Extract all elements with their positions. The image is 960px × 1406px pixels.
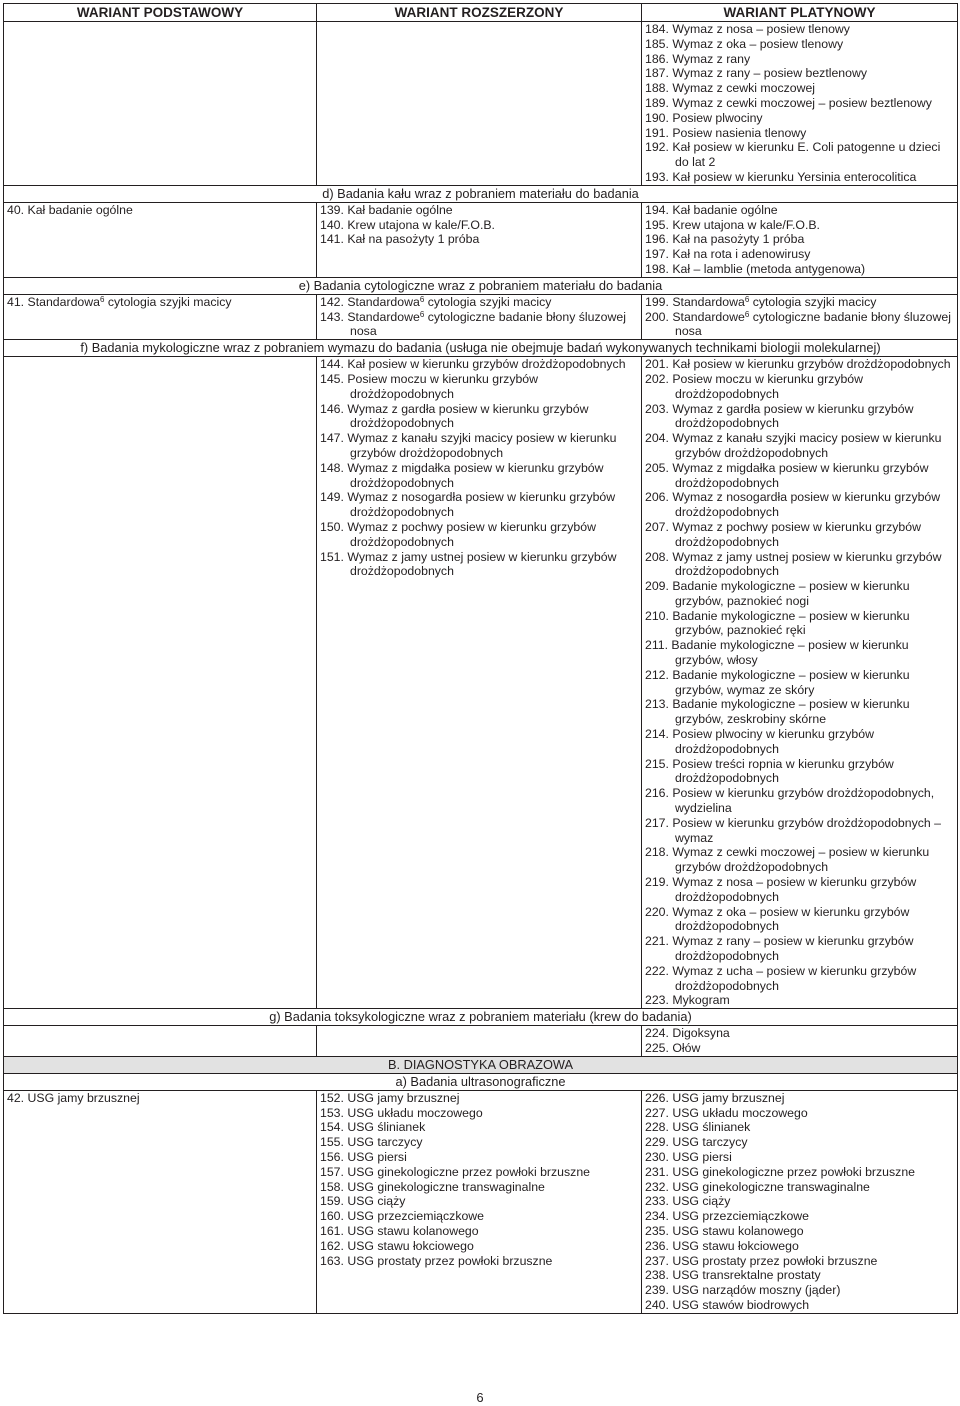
list-item: 149. Wymaz z nosogardła posiew w kierunku grzybów drożdżopodobnych — [320, 490, 616, 520]
list-item: 197. Kał na rota i adenowirusy — [645, 247, 811, 262]
item-text: cytologiczne badanie błony śluzowej nosa — [675, 309, 951, 339]
list-item: 157. USG ginekologiczne przez powłoki brzuszne — [320, 1164, 590, 1179]
services-table — [3, 3, 958, 1314]
list-item: 209. Badanie mykologiczne – posiew w kierunku grzybów, paznokieć nogi — [645, 579, 910, 608]
item-text: cytologia szyjki macicy — [424, 294, 552, 309]
section-f-row — [4, 340, 958, 357]
footnote-marker: 6 — [419, 294, 425, 304]
list-item: 141. Kał na pasożyty 1 próba — [320, 232, 480, 247]
list-item: 139. Kał badanie ogólne — [320, 202, 453, 217]
g-extended-cell — [317, 1026, 642, 1057]
list-item: 187. Wymaz z rany – posiew beztlenowy — [645, 66, 868, 81]
top-basic-cell — [4, 22, 317, 186]
list-item: 239. USG narządów moszny (jąder) — [645, 1283, 841, 1298]
section-b-row — [4, 1056, 958, 1073]
list-item — [320, 310, 638, 340]
list-item: 154. USG ślinianek — [320, 1120, 426, 1135]
top-platinum-cell — [642, 22, 958, 186]
section-a-heading: a) Badania ultrasonograficzne — [4, 1073, 958, 1090]
list-item: 231. USG ginekologiczne przez powłoki brzuszne — [645, 1164, 915, 1179]
list-item: 211. Badanie mykologiczne – posiew w kierunku grzybów, włosy — [645, 638, 909, 668]
list-item — [320, 295, 638, 310]
list-item: 158. USG ginekologiczne transwaginalne — [320, 1179, 545, 1194]
top-extended-cell — [317, 22, 642, 186]
list-item: 217. Posiew w kierunku grzybów drożdżopodobnych – wymaz — [645, 815, 941, 845]
list-item: 162. USG stawu łokciowego — [320, 1238, 474, 1253]
list-item: 238. USG transrektalne prostaty — [645, 1268, 821, 1283]
list-item: 146. Wymaz z gardła posiew w kierunku grzybów drożdżopodobnych — [320, 401, 589, 431]
item-text: cytologia szyjki macicy — [749, 294, 877, 309]
item-text: 200. Standardowe — [645, 309, 745, 324]
list-item: 214. Posiew plwociny w kierunku grzybów drożdżopodobnych — [645, 727, 874, 756]
list-item: 221. Wymaz z rany – posiew w kierunku grzybów drożdżopodobnych — [645, 934, 914, 964]
list-item: 208. Wymaz z jamy ustnej posiew w kierunku grzybów drożdżopodobnych — [645, 549, 942, 579]
section-g-heading: g) Badania toksykologiczne wraz z pobraniem materiału (krew do badania) — [4, 1009, 958, 1026]
e-basic-cell — [4, 294, 317, 339]
footnote-marker: 6 — [744, 309, 750, 319]
list-item: 227. USG układu moczowego — [645, 1105, 808, 1120]
list-item: 150. Wymaz z pochwy posiew w kierunku grzybów drożdżopodobnych — [320, 519, 596, 549]
list-item: 185. Wymaz z oka – posiew tlenowy — [645, 36, 844, 51]
f-basic-cell — [4, 357, 317, 1009]
list-item: 202. Posiew moczu w kierunku grzybów drożdżopodobnych — [645, 371, 864, 401]
list-item: 226. USG jamy brzusznej — [645, 1090, 785, 1105]
list-item: 216. Posiew w kierunku grzybów drożdżopodobnych, wydzielina — [645, 786, 935, 816]
list-item: 225. Ołów — [645, 1041, 701, 1055]
top-continuation-row — [4, 22, 958, 186]
list-item: 218. Wymaz z cewki moczowej – posiew w kierunku grzybów drożdżopodobnych — [645, 845, 930, 875]
list-item: 193. Kał posiew w kierunku Yersinia enterocolitica — [645, 169, 917, 184]
list-item — [645, 310, 954, 340]
usg-extended-cell — [317, 1090, 642, 1313]
section-f-heading: f) Badania mykologiczne wraz z pobraniem wymazu do badania (usługa nie obejmuje badań wykonywanych technikami biologii molekularnej) — [4, 340, 958, 357]
list-item: 42. USG jamy brzusznej — [7, 1090, 140, 1105]
list-item: 206. Wymaz z nosogardła posiew w kierunku grzybów drożdżopodobnych — [645, 490, 941, 520]
section-a-row — [4, 1073, 958, 1090]
item-text: cytologia szyjki macicy — [104, 294, 232, 309]
g-items-row — [4, 1026, 958, 1057]
usg-platinum-cell — [642, 1090, 958, 1313]
list-item: 205. Wymaz z migdałka posiew w kierunku grzybów drożdżopodobnych — [645, 460, 929, 490]
list-item: 160. USG przezciemiączkowe — [320, 1209, 485, 1224]
e-items-row — [4, 294, 958, 339]
header-basic: WARIANT PODSTAWOWY — [4, 4, 317, 22]
list-item: 240. USG stawów biodrowych — [645, 1297, 810, 1312]
list-item: 234. USG przezciemiączkowe — [645, 1209, 810, 1224]
list-item: 237. USG prostaty przez powłoki brzuszne — [645, 1253, 878, 1268]
f-extended-cell — [317, 357, 642, 1009]
list-item: 190. Posiew plwociny — [645, 110, 763, 125]
f-platinum-cell — [642, 357, 958, 1009]
list-item: 201. Kał posiew w kierunku grzybów drożdżopodobnych — [645, 357, 951, 372]
list-item: 153. USG układu moczowego — [320, 1105, 483, 1120]
list-item: 195. Krew utajona w kale/F.O.B. — [645, 217, 820, 232]
list-item: 155. USG tarczycy — [320, 1135, 423, 1150]
usg-basic-cell — [4, 1090, 317, 1313]
list-item: 194. Kał badanie ogólne — [645, 202, 778, 217]
list-item: 145. Posiew moczu w kierunku grzybów drożdżopodobnych — [320, 371, 539, 401]
list-item: 186. Wymaz z rany — [645, 51, 751, 66]
f-items-row — [4, 357, 958, 1009]
list-item: 148. Wymaz z migdałka posiew w kierunku grzybów drożdżopodobnych — [320, 460, 604, 490]
list-item: 229. USG tarczycy — [645, 1135, 748, 1150]
list-item: 189. Wymaz z cewki moczowej – posiew beztlenowy — [645, 95, 932, 110]
item-text: 41. Standardowa — [7, 294, 100, 309]
list-item: 188. Wymaz z cewki moczowej — [645, 81, 816, 96]
list-item: 156. USG piersi — [320, 1149, 407, 1164]
d-items-row — [4, 202, 958, 277]
list-item: 192. Kał posiew w kierunku E. Coli patogenne u dzieci do lat 2 — [645, 140, 941, 170]
list-item: 159. USG ciąży — [320, 1194, 406, 1209]
list-item: 212. Badanie mykologiczne – posiew w kierunku grzybów, wymaz ze skóry — [645, 667, 910, 697]
section-d-heading: d) Badania kału wraz z pobraniem materiału do badania — [4, 185, 958, 202]
list-item: 40. Kał badanie ogólne — [7, 202, 133, 217]
header-platinum: WARIANT PLATYNOWY — [642, 4, 958, 22]
footnote-marker: 6 — [419, 309, 425, 319]
item-text: cytologiczne badanie błony śluzowej nosa — [350, 309, 626, 339]
section-b-heading: B. DIAGNOSTYKA OBRAZOWA — [4, 1056, 958, 1073]
page-number: 6 — [476, 1390, 484, 1405]
header-extended: WARIANT ROZSZERZONY — [317, 4, 642, 22]
list-item: 196. Kał na pasożyty 1 próba — [645, 232, 805, 247]
d-platinum-cell — [642, 202, 958, 277]
section-e-heading: e) Badania cytologiczne wraz z pobraniem materiału do badania — [4, 277, 958, 294]
list-item: 220. Wymaz z oka – posiew w kierunku grzybów drożdżopodobnych — [645, 904, 910, 934]
list-item: 222. Wymaz z ucha – posiew w kierunku grzybów drożdżopodobnych — [645, 963, 917, 993]
d-basic-cell — [4, 202, 317, 277]
g-platinum-cell — [642, 1026, 958, 1057]
list-item: 207. Wymaz z pochwy posiew w kierunku grzybów drożdżopodobnych — [645, 519, 921, 549]
list-item: 163. USG prostaty przez powłoki brzuszne — [320, 1253, 553, 1268]
list-item: 232. USG ginekologiczne transwaginalne — [645, 1179, 870, 1194]
header-row — [4, 4, 958, 22]
list-item: 203. Wymaz z gardła posiew w kierunku grzybów drożdżopodobnych — [645, 401, 914, 431]
footnote-marker: 6 — [99, 294, 105, 304]
list-item: 215. Posiew treści ropnia w kierunku grzybów drożdżopodobnych — [645, 756, 894, 786]
list-item: 235. USG stawu kolanowego — [645, 1223, 804, 1238]
list-item: 219. Wymaz z nosa – posiew w kierunku grzybów drożdżopodobnych — [645, 875, 917, 904]
g-basic-cell — [4, 1026, 317, 1057]
list-item: 224. Digoksyna — [645, 1026, 730, 1041]
list-item: 191. Posiew nasienia tlenowy — [645, 125, 807, 140]
list-item: 223. Mykogram — [645, 993, 730, 1008]
list-item — [7, 295, 313, 310]
footnote-marker: 6 — [744, 294, 750, 304]
usg-items-row — [4, 1090, 958, 1313]
list-item: 228. USG ślinianek — [645, 1120, 751, 1135]
list-item: 204. Wymaz z kanału szyjki macicy posiew w kierunku grzybów drożdżopodobnych — [645, 431, 942, 460]
e-platinum-cell — [642, 294, 958, 339]
list-item: 144. Kał posiew w kierunku grzybów drożdżopodobnych — [320, 357, 626, 372]
list-item: 230. USG piersi — [645, 1149, 732, 1164]
list-item: 147. Wymaz z kanału szyjki macicy posiew w kierunku grzybów drożdżopodobnych — [320, 431, 617, 460]
list-item: 161. USG stawu kolanowego — [320, 1223, 479, 1238]
e-extended-cell — [317, 294, 642, 339]
list-item: 151. Wymaz z jamy ustnej posiew w kierunku grzybów drożdżopodobnych — [320, 549, 617, 579]
section-g-row — [4, 1009, 958, 1026]
list-item — [645, 295, 954, 310]
item-text: 142. Standardowa — [320, 294, 420, 309]
list-item: 236. USG stawu łokciowego — [645, 1238, 799, 1253]
d-extended-cell — [317, 202, 642, 277]
list-item: 233. USG ciąży — [645, 1194, 731, 1209]
list-item: 184. Wymaz z nosa – posiew tlenowy — [645, 22, 850, 36]
item-text: 143. Standardowe — [320, 309, 420, 324]
list-item: 210. Badanie mykologiczne – posiew w kierunku grzybów, paznokieć ręki — [645, 608, 910, 638]
list-item: 140. Krew utajona w kale/F.O.B. — [320, 217, 495, 232]
list-item: 152. USG jamy brzusznej — [320, 1090, 460, 1105]
section-e-row — [4, 277, 958, 294]
section-d-row — [4, 185, 958, 202]
item-text: 199. Standardowa — [645, 294, 745, 309]
list-item: 198. Kał – lamblie (metoda antygenowa) — [645, 261, 866, 276]
list-item: 213. Badanie mykologiczne – posiew w kierunku grzybów, zeskrobiny skórne — [645, 697, 910, 727]
